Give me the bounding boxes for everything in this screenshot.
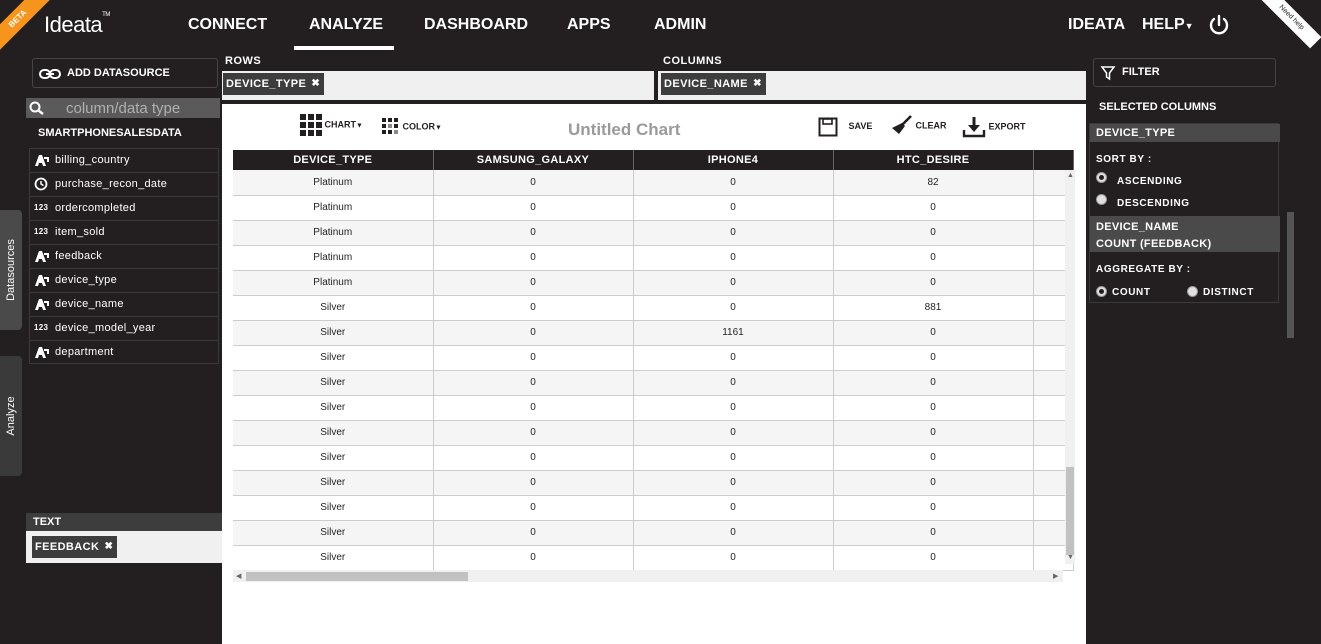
table-header-row — [233, 150, 1073, 170]
export-button[interactable] — [962, 116, 1026, 138]
columns-pill-label: DEVICE_NAME — [664, 78, 748, 90]
rows-label: ROWS — [225, 55, 262, 67]
save-icon — [818, 117, 838, 137]
link-icon — [39, 68, 61, 80]
user-menu[interactable]: IDEATA — [1068, 16, 1126, 33]
column-header[interactable]: DEVICE_TYPE — [233, 150, 433, 170]
aggregate-by-label: AGGREGATE BY : — [1096, 264, 1191, 275]
table-row — [233, 170, 1073, 195]
table-cell: 0 — [633, 370, 833, 395]
data-grid — [233, 150, 1086, 570]
table-cell: 0 — [633, 270, 833, 295]
selected-col-measure-label: COUNT (FEEDBACK) — [1096, 238, 1212, 250]
table-cell: 0 — [433, 370, 633, 395]
text-pill-label: FEEDBACK — [35, 541, 100, 553]
chart-type-label: CHART — [324, 119, 357, 130]
table-cell: Silver — [233, 445, 433, 470]
scroll-up-icon[interactable]: ▲ — [1067, 172, 1074, 179]
table-cell: Silver — [233, 520, 433, 545]
field-item[interactable] — [29, 340, 219, 364]
pivot-table — [233, 150, 1074, 571]
selected-col-device-type[interactable]: DEVICE_TYPE — [1090, 124, 1280, 142]
beta-badge: BETA — [0, 0, 53, 54]
table-cell: 0 — [433, 220, 633, 245]
filter-label: FILTER — [1122, 66, 1160, 78]
chart-title[interactable]: Untitled Chart — [568, 120, 681, 139]
field-label: item_sold — [55, 226, 105, 238]
field-item[interactable] — [29, 292, 219, 316]
logo-trademark: TM — [102, 12, 110, 18]
scroll-down-icon[interactable]: ▼ — [1067, 554, 1074, 561]
save-label: SAVE — [848, 121, 873, 132]
table-row — [233, 445, 1073, 470]
sort-descending-radio[interactable] — [1096, 194, 1107, 205]
table-cell: 0 — [433, 245, 633, 270]
add-datasource-button[interactable] — [32, 58, 218, 88]
aggregate-distinct-label: DISTINCT — [1203, 287, 1254, 298]
numeric-icon: 123 — [34, 323, 49, 332]
table-cell: 0 — [633, 245, 833, 270]
table-cell: 0 — [633, 545, 833, 570]
column-header[interactable]: IPHONE4 — [633, 150, 833, 170]
clear-label: CLEAR — [915, 120, 947, 131]
horizontal-scroll-thumb[interactable] — [246, 572, 468, 581]
vertical-scrollbar[interactable] — [1065, 170, 1075, 564]
table-cell: Silver — [233, 395, 433, 420]
table-cell: Silver — [233, 295, 433, 320]
sort-ascending-label: ASCENDING — [1117, 176, 1183, 187]
sort-ascending-radio[interactable] — [1096, 172, 1107, 183]
sort-descending-label: DESCENDING — [1117, 198, 1190, 209]
table-cell: 0 — [833, 545, 1033, 570]
text-pill-feedback[interactable] — [32, 536, 117, 558]
need-help-badge[interactable] — [1256, 0, 1306, 38]
text-icon — [34, 273, 50, 287]
table-cell: 82 — [833, 170, 1033, 195]
table-row — [233, 245, 1073, 270]
table-row — [233, 420, 1073, 445]
scroll-right-icon[interactable]: ▶ — [1053, 573, 1059, 580]
rows-shelf[interactable] — [222, 71, 654, 100]
table-cell: Platinum — [233, 170, 433, 195]
field-item[interactable] — [29, 244, 219, 268]
tab-datasources-label: Datasources — [5, 239, 17, 301]
table-row — [233, 470, 1073, 495]
field-item[interactable] — [29, 172, 219, 196]
help-label: HELP — [1142, 16, 1185, 33]
table-cell: Silver — [233, 370, 433, 395]
table-cell: 0 — [633, 420, 833, 445]
search-icon — [29, 101, 45, 115]
table-cell: 0 — [433, 170, 633, 195]
rows-pill-device-type[interactable] — [223, 73, 324, 95]
table-cell: 0 — [833, 495, 1033, 520]
nav-dashboard[interactable]: DASHBOARD — [424, 16, 528, 33]
table-row — [233, 370, 1073, 395]
table-cell: 0 — [633, 395, 833, 420]
text-shelf — [26, 513, 222, 563]
table-cell: 0 — [633, 445, 833, 470]
need-help-label: Need help — [1261, 0, 1321, 48]
broom-icon — [889, 114, 913, 138]
field-item[interactable] — [29, 220, 219, 244]
chart-type-button[interactable] — [300, 114, 363, 136]
table-cell: Platinum — [233, 245, 433, 270]
table-cell: Platinum — [233, 220, 433, 245]
remove-icon[interactable]: ✖ — [753, 78, 762, 89]
table-cell: 0 — [833, 370, 1033, 395]
field-label: department — [55, 346, 114, 358]
text-shelf-label: TEXT — [26, 513, 222, 531]
table-cell: Silver — [233, 320, 433, 345]
aggregate-count-radio[interactable] — [1096, 286, 1107, 297]
ideata-logo[interactable] — [44, 12, 110, 38]
table-cell: Platinum — [233, 270, 433, 295]
active-nav-indicator — [294, 46, 394, 50]
tab-analyze-label: Analyze — [5, 396, 17, 436]
column-header[interactable]: SAMSUNG_GALAXY — [433, 150, 633, 170]
table-cell: Silver — [233, 420, 433, 445]
field-list — [29, 148, 219, 364]
table-cell: 0 — [633, 495, 833, 520]
color-button[interactable] — [382, 118, 442, 136]
table-row — [233, 495, 1073, 520]
power-icon[interactable] — [1208, 14, 1230, 36]
selected-columns-title: SELECTED COLUMNS — [1099, 101, 1217, 113]
table-row — [233, 220, 1073, 245]
table-cell: Platinum — [233, 195, 433, 220]
table-row — [233, 345, 1073, 370]
text-icon — [34, 249, 50, 263]
table-cell: 0 — [433, 445, 633, 470]
table-cell: 0 — [633, 295, 833, 320]
nav-apps[interactable]: APPS — [567, 16, 611, 33]
text-shelf-dropzone[interactable] — [26, 531, 222, 563]
table-row — [233, 520, 1073, 545]
table-cell: 0 — [633, 470, 833, 495]
text-icon — [34, 297, 50, 311]
table-cell: 0 — [633, 345, 833, 370]
rows-pill-label: DEVICE_TYPE — [226, 78, 307, 90]
right-panel-tab[interactable] — [1287, 212, 1294, 338]
field-label: purchase_recon_date — [55, 178, 168, 190]
columns-pill-device-name[interactable] — [661, 73, 766, 95]
table-row — [233, 270, 1073, 295]
table-cell: 0 — [433, 320, 633, 345]
numeric-icon: 123 — [34, 227, 49, 236]
table-cell: 0 — [633, 170, 833, 195]
field-item[interactable] — [29, 268, 219, 292]
column-search — [26, 98, 220, 118]
table-cell: Silver — [233, 345, 433, 370]
save-button[interactable] — [818, 117, 872, 137]
table-cell: 0 — [433, 470, 633, 495]
table-cell: 0 — [833, 470, 1033, 495]
table-cell: 0 — [633, 220, 833, 245]
add-datasource-label: ADD DATASOURCE — [67, 67, 170, 79]
chevron-down-icon: ▼ — [435, 124, 442, 132]
field-label: device_name — [55, 298, 124, 310]
table-cell: 0 — [833, 445, 1033, 470]
table-cell: 881 — [833, 295, 1033, 320]
table-cell: 0 — [433, 520, 633, 545]
clock-icon — [34, 177, 50, 191]
clear-button[interactable] — [889, 114, 947, 138]
chevron-down-icon: ▼ — [1184, 21, 1194, 31]
datasource-title[interactable]: SMARTPHONESALESDATA — [38, 127, 182, 139]
nav-connect[interactable]: CONNECT — [188, 16, 268, 33]
table-cell: 0 — [433, 345, 633, 370]
table-cell: 0 — [433, 295, 633, 320]
table-cell: 0 — [433, 195, 633, 220]
search-input[interactable] — [50, 98, 220, 118]
table-row — [233, 295, 1073, 320]
field-item[interactable] — [29, 148, 219, 172]
remove-icon[interactable]: ✖ — [311, 78, 321, 89]
tab-datasources[interactable] — [0, 210, 22, 330]
table-cell: 0 — [833, 395, 1033, 420]
filter-button[interactable] — [1093, 58, 1276, 87]
tab-analyze[interactable] — [0, 356, 22, 476]
field-label: ordercompleted — [55, 202, 136, 214]
field-item[interactable] — [29, 316, 219, 340]
table-cell: 0 — [633, 195, 833, 220]
table-cell: 0 — [833, 245, 1033, 270]
table-cell: Silver — [233, 545, 433, 570]
table-row — [233, 545, 1073, 570]
download-icon — [962, 116, 986, 138]
table-row — [233, 320, 1073, 345]
filter-icon — [1101, 66, 1115, 80]
table-cell: 0 — [833, 220, 1033, 245]
chart-canvas — [222, 104, 1086, 644]
nav-admin[interactable]: ADMIN — [654, 16, 707, 33]
field-label: device_type — [55, 274, 118, 286]
table-row — [233, 395, 1073, 420]
logo-text: Ideata — [44, 12, 103, 37]
table-cell: 0 — [433, 545, 633, 570]
nav-analyze[interactable]: ANALYZE — [309, 16, 384, 33]
table-cell: 0 — [833, 420, 1033, 445]
columns-label: COLUMNS — [663, 55, 723, 67]
table-row — [233, 195, 1073, 220]
table-cell: 1161 — [633, 320, 833, 345]
table-cell: 0 — [633, 520, 833, 545]
color-label: COLOR — [402, 121, 436, 132]
remove-icon[interactable]: ✖ — [104, 541, 114, 552]
color-grid-icon — [382, 118, 400, 136]
selected-columns-panel — [1089, 123, 1279, 303]
text-icon — [34, 153, 50, 167]
field-item[interactable] — [29, 196, 219, 220]
table-cell: 0 — [433, 270, 633, 295]
table-cell: 0 — [833, 345, 1033, 370]
table-cell: Silver — [233, 470, 433, 495]
scroll-left-icon[interactable]: ◀ — [236, 573, 242, 580]
column-header[interactable]: HTC_DESIRE — [833, 150, 1033, 170]
export-label: EXPORT — [988, 121, 1026, 132]
table-cell: Silver — [233, 495, 433, 520]
sort-by-label: SORT BY : — [1096, 154, 1152, 165]
aggregate-distinct-radio[interactable] — [1187, 286, 1198, 297]
field-label: billing_country — [55, 154, 130, 166]
field-label: feedback — [55, 250, 103, 262]
field-label: device_model_year — [55, 322, 156, 334]
table-cell: 0 — [833, 270, 1033, 295]
table-cell: 0 — [433, 395, 633, 420]
aggregate-count-label: COUNT — [1112, 287, 1151, 298]
table-cell: 0 — [433, 495, 633, 520]
top-navigation-bar — [0, 0, 1306, 52]
columns-shelf[interactable] — [658, 71, 1086, 100]
table-cell: 0 — [833, 195, 1033, 220]
text-icon — [34, 345, 50, 359]
selected-col-device-name[interactable] — [1090, 216, 1280, 252]
grid-icon — [300, 114, 322, 136]
column-header[interactable] — [1033, 150, 1073, 170]
selected-col-device-name-label: DEVICE_NAME — [1096, 221, 1179, 233]
chevron-down-icon: ▼ — [356, 122, 363, 130]
help-menu[interactable] — [1142, 16, 1194, 34]
table-cell: 0 — [833, 520, 1033, 545]
horizontal-scrollbar[interactable] — [233, 570, 1063, 582]
numeric-icon: 123 — [34, 203, 49, 212]
vertical-scroll-thumb[interactable] — [1066, 467, 1074, 555]
table-cell: 0 — [433, 420, 633, 445]
table-cell: 0 — [833, 320, 1033, 345]
